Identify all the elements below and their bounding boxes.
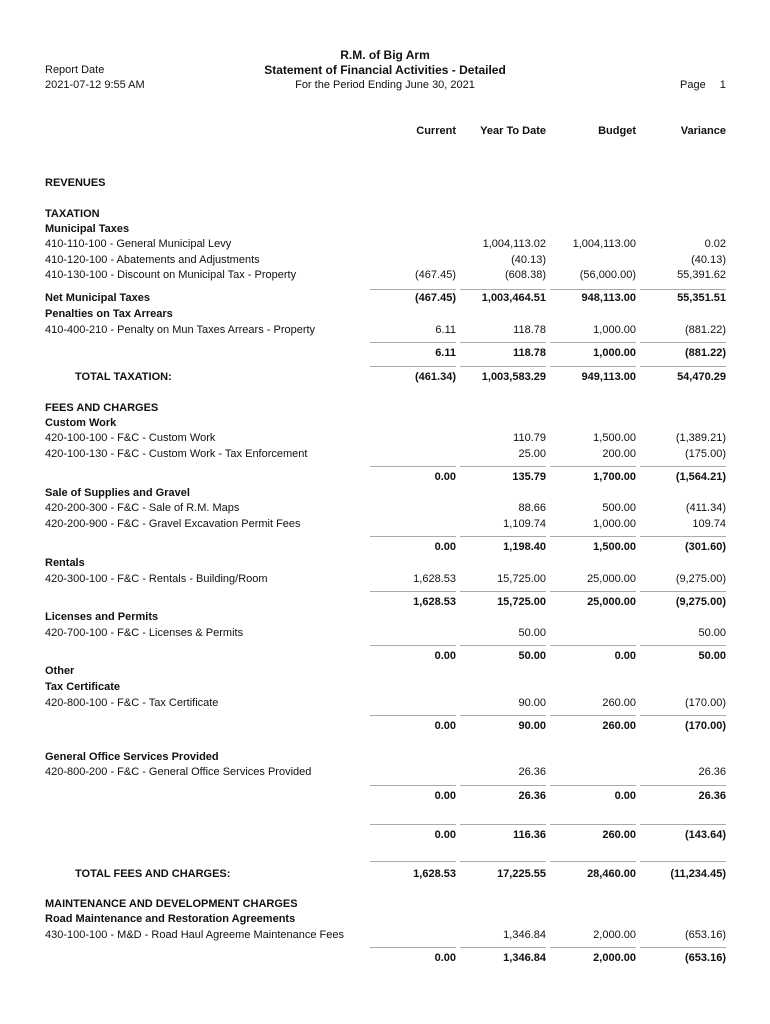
- current-value: 1,628.53: [413, 596, 456, 608]
- variance-value: (11,234.45): [670, 868, 726, 880]
- ytd-value: 15,725.00: [497, 573, 546, 585]
- variance-value: 109.74: [692, 518, 726, 530]
- ytd-value: 110.79: [513, 432, 546, 444]
- variance-value: (9,275.00): [675, 596, 726, 608]
- subtotal-rule: [370, 861, 456, 862]
- section-heading: Licenses and Permits: [45, 611, 159, 623]
- subtotal-rule: [460, 715, 546, 716]
- subtotal-rule: [640, 342, 726, 343]
- subtotal-rule: [550, 289, 636, 290]
- section-heading: FEES AND CHARGES: [45, 402, 159, 414]
- subtotal-rule: [640, 466, 726, 467]
- subtotal-rule: [460, 366, 546, 367]
- variance-value: 54,470.29: [677, 371, 726, 383]
- variance-value: 26.36: [698, 790, 726, 802]
- report-datetime: 2021-07-12 9:55 AM: [45, 79, 145, 91]
- budget-value: 1,500.00: [593, 541, 636, 553]
- column-header-budget: Budget: [598, 125, 636, 137]
- ytd-value: 118.78: [513, 324, 546, 336]
- ytd-value: 26.36: [518, 790, 546, 802]
- subtotal-rule: [460, 342, 546, 343]
- current-value: (467.45): [415, 292, 456, 304]
- variance-value: (881.22): [685, 347, 726, 359]
- section-heading: Other: [45, 665, 75, 677]
- budget-value: (56,000.00): [579, 269, 636, 281]
- page-label: Page: [680, 79, 706, 91]
- variance-value: 26.36: [698, 766, 726, 778]
- section-heading: TOTAL FEES AND CHARGES:: [75, 868, 231, 880]
- section-heading: MAINTENANCE AND DEVELOPMENT CHARGES: [45, 898, 298, 910]
- budget-value: 0.00: [614, 650, 636, 662]
- report-title: Statement of Financial Activities - Detailed: [264, 63, 506, 77]
- variance-value: (881.22): [685, 324, 726, 336]
- budget-value: 949,113.00: [581, 371, 636, 383]
- subtotal-rule: [640, 591, 726, 592]
- subtotal-rule: [370, 466, 456, 467]
- current-value: 0.00: [434, 650, 456, 662]
- variance-value: (1,389.21): [675, 432, 726, 444]
- budget-value: 260.00: [602, 697, 636, 709]
- subtotal-rule: [550, 591, 636, 592]
- variance-value: (143.64): [685, 829, 726, 841]
- ytd-value: (608.38): [505, 269, 546, 281]
- subtotal-rule: [640, 785, 726, 786]
- variance-value: (653.16): [685, 929, 726, 941]
- section-heading: TOTAL TAXATION:: [75, 371, 172, 383]
- account-line-label: 420-800-200 - F&C - General Office Services Provided: [45, 766, 312, 778]
- subtotal-rule: [550, 536, 636, 537]
- subtotal-rule: [550, 947, 636, 948]
- subtotal-rule: [460, 947, 546, 948]
- ytd-value: 1,004,113.02: [482, 238, 546, 250]
- current-value: (467.45): [415, 269, 456, 281]
- variance-value: (40.13): [691, 254, 726, 266]
- subtotal-rule: [460, 785, 546, 786]
- budget-value: 1,004,113.00: [572, 238, 636, 250]
- budget-value: 2,000.00: [593, 929, 636, 941]
- current-value: 0.00: [434, 829, 456, 841]
- subtotal-rule: [370, 715, 456, 716]
- budget-value: 1,700.00: [593, 471, 636, 483]
- ytd-value: 15,725.00: [497, 596, 546, 608]
- ytd-value: 1,198.40: [503, 541, 546, 553]
- column-header-ytd: Year To Date: [480, 125, 546, 137]
- column-header-current: Current: [416, 125, 456, 137]
- page-number: 1: [719, 79, 726, 91]
- subtotal-rule: [640, 824, 726, 825]
- variance-value: (653.16): [685, 952, 726, 964]
- ytd-value: 118.78: [512, 347, 546, 359]
- section-heading: General Office Services Provided: [45, 751, 219, 763]
- subtotal-rule: [640, 645, 726, 646]
- account-line-label: 420-200-300 - F&C - Sale of R.M. Maps: [45, 502, 240, 514]
- current-value: 0.00: [434, 720, 456, 732]
- budget-value: 1,000.00: [593, 347, 636, 359]
- subtotal-rule: [640, 536, 726, 537]
- current-value: 0.00: [434, 471, 456, 483]
- section-heading: Penalties on Tax Arrears: [45, 308, 173, 320]
- section-heading: Custom Work: [45, 417, 117, 429]
- subtotal-rule: [460, 591, 546, 592]
- subtotal-rule: [640, 289, 726, 290]
- subtotal-rule: [640, 861, 726, 862]
- account-line-label: 430-100-100 - M&D - Road Haul Agreeme Maintenance Fees: [45, 929, 344, 941]
- current-value: 1,628.53: [413, 868, 456, 880]
- ytd-value: 17,225.55: [497, 868, 546, 880]
- subtotal-rule: [460, 536, 546, 537]
- account-line-label: 420-800-100 - F&C - Tax Certificate: [45, 697, 219, 709]
- variance-value: 0.02: [704, 238, 726, 250]
- ytd-value: 1,346.84: [503, 929, 546, 941]
- subtotal-rule: [640, 947, 726, 948]
- budget-value: 2,000.00: [593, 952, 636, 964]
- ytd-value: 25.00: [518, 448, 546, 460]
- subtotal-rule: [550, 824, 636, 825]
- subtotal-rule: [460, 645, 546, 646]
- report-date-label: Report Date: [45, 64, 105, 76]
- variance-value: (170.00): [685, 697, 726, 709]
- budget-value: 1,500.00: [593, 432, 636, 444]
- ytd-value: 1,003,583.29: [481, 371, 546, 383]
- subtotal-rule: [640, 366, 726, 367]
- subtotal-rule: [370, 824, 456, 825]
- ytd-value: 26.36: [518, 766, 546, 778]
- account-line-label: 410-130-100 - Discount on Municipal Tax - Property: [45, 269, 297, 281]
- variance-value: 55,351.51: [677, 292, 726, 304]
- subtotal-rule: [460, 824, 546, 825]
- subtotal-rule: [370, 785, 456, 786]
- budget-value: 1,000.00: [593, 324, 636, 336]
- subtotal-rule: [370, 591, 456, 592]
- account-line-label: 420-100-100 - F&C - Custom Work: [45, 432, 216, 444]
- budget-value: 0.00: [614, 790, 636, 802]
- report-header-center: [0, 48, 770, 93]
- budget-value: 25,000.00: [587, 596, 636, 608]
- account-line-label: 420-100-130 - F&C - Custom Work - Tax Enforcement: [45, 448, 308, 460]
- account-line-label: 420-200-900 - F&C - Gravel Excavation Permit Fees: [45, 518, 301, 530]
- ytd-value: 50.00: [518, 650, 546, 662]
- ytd-value: (40.13): [511, 254, 546, 266]
- current-value: 1,628.53: [413, 573, 456, 585]
- account-line-label: 420-300-100 - F&C - Rentals - Building/Room: [45, 573, 268, 585]
- section-heading: Road Maintenance and Restoration Agreements: [45, 913, 296, 925]
- section-heading: Municipal Taxes: [45, 223, 130, 235]
- budget-value: 28,460.00: [587, 868, 636, 880]
- subtotal-rule: [550, 366, 636, 367]
- ytd-value: 90.00: [518, 720, 546, 732]
- subtotal-rule: [550, 861, 636, 862]
- subtotal-rule: [550, 466, 636, 467]
- budget-value: 500.00: [602, 502, 636, 514]
- variance-value: 50.00: [698, 627, 726, 639]
- variance-value: (411.34): [685, 502, 726, 514]
- column-header-variance: Variance: [680, 125, 726, 137]
- current-value: 0.00: [434, 541, 456, 553]
- current-value: (461.34): [415, 371, 456, 383]
- account-line-label: 410-110-100 - General Municipal Levy: [45, 238, 232, 250]
- current-value: 0.00: [434, 952, 456, 964]
- section-heading: Rentals: [45, 557, 85, 569]
- subtotal-rule: [370, 289, 456, 290]
- section-heading: REVENUES: [45, 177, 106, 189]
- variance-value: 55,391.62: [677, 269, 726, 281]
- variance-value: (170.00): [685, 720, 726, 732]
- current-value: 6.11: [435, 324, 456, 336]
- budget-value: 948,113.00: [581, 292, 636, 304]
- budget-value: 260.00: [602, 720, 636, 732]
- subtotal-rule: [550, 785, 636, 786]
- current-value: 6.11: [435, 347, 456, 359]
- subtotal-rule: [460, 466, 546, 467]
- budget-value: 200.00: [602, 448, 636, 460]
- subtotal-rule: [640, 715, 726, 716]
- ytd-value: 135.79: [512, 471, 546, 483]
- subtotal-rule: [370, 536, 456, 537]
- variance-value: (9,275.00): [675, 573, 726, 585]
- subtotal-rule: [370, 342, 456, 343]
- ytd-value: 1,346.84: [503, 952, 546, 964]
- variance-value: (1,564.21): [675, 471, 726, 483]
- ytd-value: 1,109.74: [503, 518, 546, 530]
- report-period: For the Period Ending June 30, 2021: [295, 79, 475, 91]
- subtotal-rule: [370, 645, 456, 646]
- subtotal-rule: [370, 947, 456, 948]
- account-line-label: 410-400-210 - Penalty on Mun Taxes Arrears - Property: [45, 324, 316, 336]
- variance-value: 50.00: [698, 650, 726, 662]
- current-value: 0.00: [434, 790, 456, 802]
- section-heading: TAXATION: [45, 208, 100, 220]
- budget-value: 25,000.00: [587, 573, 636, 585]
- ytd-value: 90.00: [518, 697, 546, 709]
- ytd-value: 1,003,464.51: [481, 292, 546, 304]
- section-heading: Sale of Supplies and Gravel: [45, 487, 190, 499]
- page-indicator: [680, 79, 726, 91]
- subtotal-rule: [550, 342, 636, 343]
- subtotal-rule: [370, 366, 456, 367]
- budget-value: 1,000.00: [593, 518, 636, 530]
- subtotal-rule: [550, 715, 636, 716]
- subtotal-rule: [460, 289, 546, 290]
- section-heading: Tax Certificate: [45, 681, 120, 693]
- subtotal-rule: [460, 861, 546, 862]
- budget-value: 260.00: [602, 829, 636, 841]
- variance-value: (301.60): [685, 541, 726, 553]
- variance-value: (175.00): [685, 448, 726, 460]
- ytd-value: 116.36: [512, 829, 546, 841]
- account-line-label: 410-120-100 - Abatements and Adjustments: [45, 254, 260, 266]
- section-heading: Net Municipal Taxes: [45, 292, 150, 304]
- account-line-label: 420-700-100 - F&C - Licenses & Permits: [45, 627, 244, 639]
- ytd-value: 88.66: [518, 502, 546, 514]
- subtotal-rule: [550, 645, 636, 646]
- org-name: R.M. of Big Arm: [340, 48, 430, 62]
- ytd-value: 50.00: [518, 627, 546, 639]
